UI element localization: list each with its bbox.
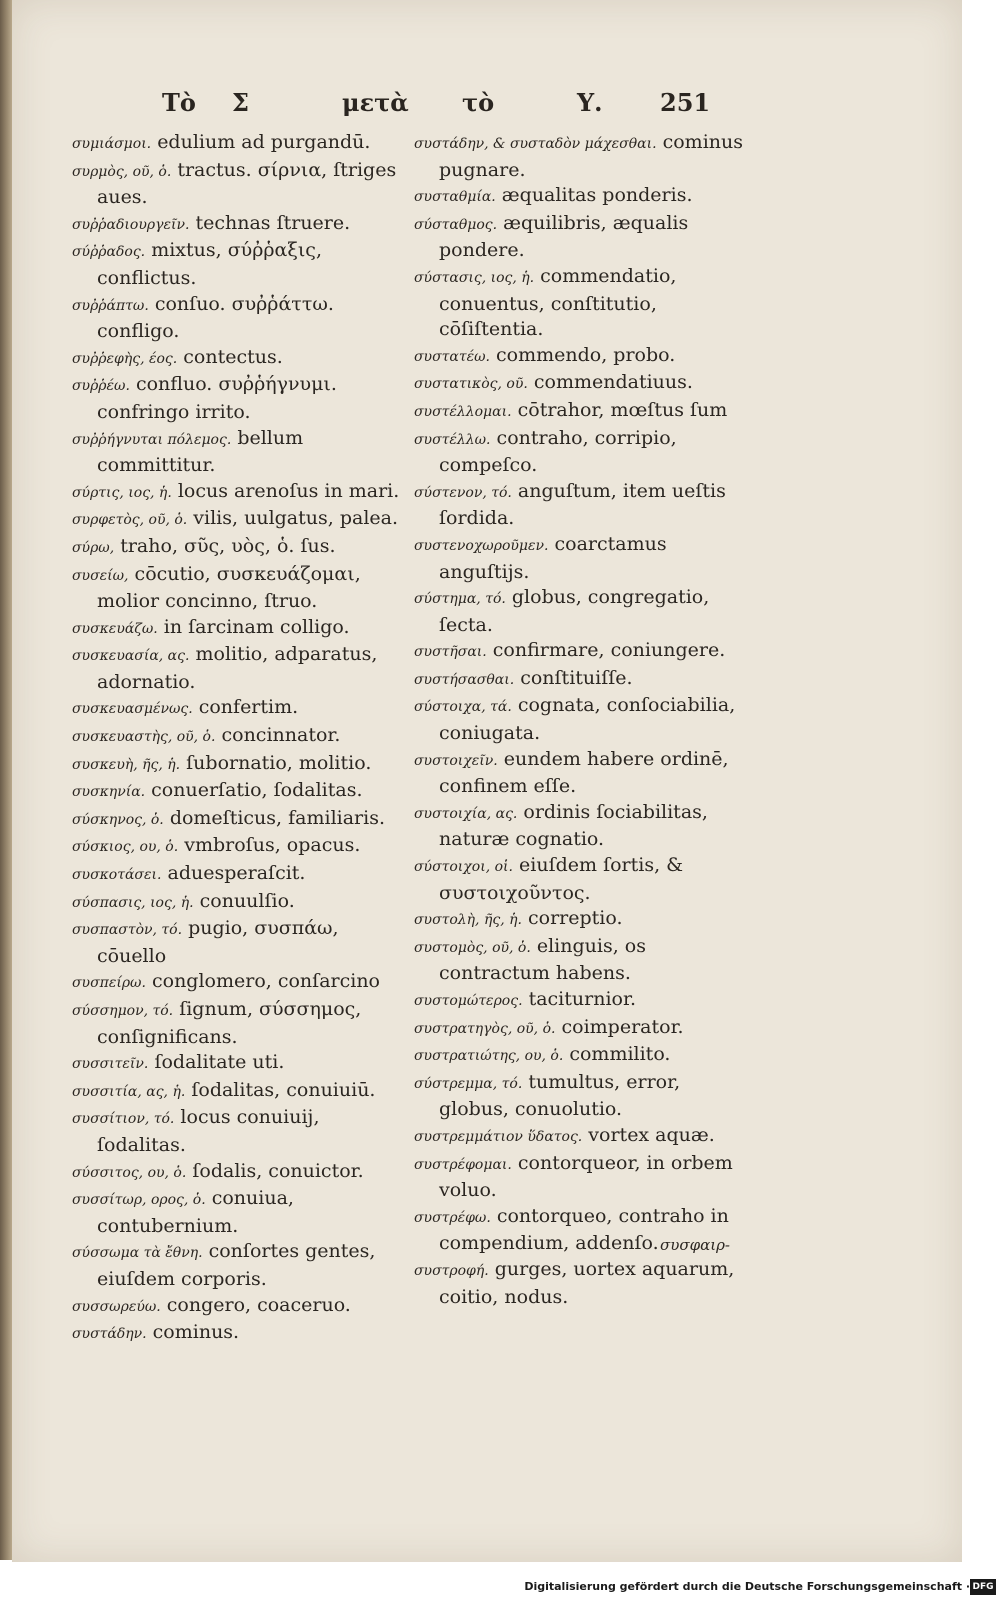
- dictionary-entry: [72, 292, 402, 345]
- latin-gloss: gurges, uortex aquarum, coitio, nodus.: [439, 1257, 735, 1308]
- dictionary-entry: [72, 345, 402, 373]
- latin-gloss: tractus. σίρνια, ſtriges aues.: [97, 158, 397, 209]
- dictionary-entry: [72, 751, 402, 779]
- dictionary-entry: [414, 1070, 749, 1123]
- greek-headword: συστολὴ, ῆς, ἡ.: [414, 912, 522, 929]
- greek-headword: συστενοχωροῦμεν.: [414, 537, 549, 554]
- dictionary-entry: [414, 1151, 749, 1204]
- latin-gloss: elinguis, os contractum habens.: [439, 934, 646, 985]
- greek-headword: σύσκηνος, ὁ.: [72, 811, 164, 828]
- latin-gloss: aduesperaſcit.: [167, 862, 306, 885]
- greek-headword: συσσίτιον, τό.: [72, 1111, 175, 1128]
- dictionary-entry: [72, 806, 402, 834]
- greek-headword: σύρτις, ιος, ἡ.: [72, 484, 172, 501]
- greek-headword: συστοιχεῖν.: [414, 752, 498, 769]
- greek-headword: συσκοτάσει.: [72, 867, 162, 884]
- dictionary-entry: [414, 666, 749, 694]
- dictionary-entry: [414, 934, 749, 987]
- dictionary-entry: [72, 695, 402, 723]
- latin-gloss: conuiua, contubernium.: [97, 1187, 294, 1237]
- greek-headword: σύῤῥαδος.: [72, 244, 146, 261]
- footer-bar: [0, 1578, 1000, 1599]
- greek-headword: συῤῥέω.: [72, 378, 130, 395]
- latin-gloss: commendo, probo.: [496, 343, 676, 366]
- greek-headword: συρφετὸς, οῦ, ὁ.: [72, 512, 188, 529]
- latin-gloss: concinnator.: [221, 724, 341, 747]
- latin-gloss: edulium ad purgandū.: [157, 131, 371, 153]
- dictionary-entry: [414, 800, 749, 853]
- latin-gloss: traho, σῦς, υὸς, ὁ. ſus.: [120, 534, 336, 557]
- greek-headword: συστατικὸς, οῦ.: [414, 376, 528, 393]
- latin-gloss: conſtituiſſe.: [520, 666, 633, 689]
- running-head-left-2: Σ: [232, 88, 249, 117]
- greek-headword: συστέλλομαι.: [414, 403, 512, 420]
- dictionary-entry: [414, 426, 749, 479]
- greek-headword: συσσωρεύω.: [72, 1298, 161, 1315]
- dictionary-entry: [414, 183, 749, 211]
- latin-gloss: commendatio, conuentus, conſtitutio, cōſiſtentia.: [439, 264, 677, 341]
- dictionary-entry: [72, 1186, 402, 1239]
- book-page: [12, 0, 963, 1562]
- dfg-logo-icon: DFG: [970, 1579, 996, 1595]
- latin-gloss: anguſtum, item ueſtis ſordida.: [439, 479, 726, 530]
- book-binding-edge: [0, 0, 12, 1560]
- greek-headword: σύσσημον, τό.: [72, 1003, 174, 1019]
- running-head-middle: μετὰ: [342, 88, 409, 117]
- dictionary-entry: [72, 1050, 402, 1078]
- greek-headword: συστρέφω.: [414, 1209, 491, 1226]
- greek-headword: συρμὸς, οῦ, ὁ.: [72, 163, 172, 180]
- greek-headword: συμιάσμοι.: [72, 136, 152, 152]
- greek-headword: συσσιτία, ας, ἡ.: [72, 1083, 186, 1100]
- catchword: συσφαιρ-: [660, 1236, 730, 1254]
- dictionary-entry: [414, 264, 749, 343]
- dictionary-entry: [414, 532, 749, 585]
- greek-headword: συστήσασθαι.: [414, 671, 515, 688]
- latin-gloss: contorqueor, in orbem voluo.: [439, 1151, 733, 1202]
- dictionary-entry: [72, 833, 402, 861]
- latin-gloss: vilis, uulgatus, palea.: [193, 507, 399, 530]
- dictionary-entry: [72, 1105, 402, 1158]
- latin-gloss: confirmare, coniungere.: [492, 639, 726, 662]
- latin-gloss: cominus.: [152, 1321, 240, 1344]
- latin-gloss: eundem habere ordinē, confinem eſſe.: [439, 747, 729, 798]
- dictionary-entry: [72, 1239, 402, 1292]
- latin-gloss: coarctamus anguſtijs.: [439, 532, 667, 583]
- dictionary-entry: [72, 479, 402, 507]
- greek-headword: συστέλλω.: [414, 431, 491, 448]
- greek-headword: συῤῥήγνυται πόλεμος.: [72, 431, 232, 448]
- dictionary-entry: [72, 534, 402, 562]
- greek-headword: σύστασις, ιος, ἡ.: [414, 269, 535, 286]
- latin-gloss: conſortes gentes, eiuſdem corporis.: [97, 1240, 376, 1290]
- dictionary-entry: [72, 426, 402, 479]
- latin-gloss: conuulſio.: [199, 889, 295, 912]
- latin-gloss: ordinis ſociabilitas, naturæ cognatio.: [439, 800, 708, 851]
- dictionary-entry: [414, 398, 749, 426]
- greek-headword: σύσσιτος, ου, ὁ.: [72, 1164, 187, 1181]
- running-head-right-2: Υ.: [577, 88, 603, 117]
- latin-gloss: contectus.: [183, 345, 283, 368]
- greek-headword: σύσσωμα τὰ ἔθνη.: [72, 1245, 203, 1262]
- dictionary-entry: [72, 158, 402, 211]
- dictionary-entry: [72, 969, 402, 997]
- dictionary-entry: [72, 238, 402, 291]
- greek-headword: συσπείρω.: [72, 975, 146, 992]
- greek-headword: συστομὸς, οῦ, ὁ.: [414, 939, 531, 956]
- dictionary-entry: [72, 861, 402, 889]
- greek-headword: συσκευαστὴς, οῦ, ὁ.: [72, 729, 216, 746]
- latin-gloss: ſignum, σύσσημος, conſignificans.: [97, 998, 362, 1048]
- latin-gloss: æquilibris, æqualis pondere.: [439, 211, 689, 262]
- dictionary-entry: [414, 585, 749, 638]
- greek-headword: συστατέω.: [414, 348, 490, 365]
- greek-headword: συσταθμία.: [414, 189, 496, 206]
- dictionary-entry: [72, 889, 402, 917]
- dictionary-entry: [414, 693, 749, 746]
- footer-credit: Digitalisierung gefördert durch die Deutsche Forschungsgemeinschaft ·: [524, 1580, 970, 1593]
- dictionary-entry: [414, 130, 749, 183]
- latin-gloss: locus conuiuij, ſodalitas.: [97, 1106, 320, 1156]
- greek-headword: σύστρεμμα, τό.: [414, 1075, 523, 1092]
- latin-gloss: molitio, adparatus, adornatio.: [97, 643, 378, 693]
- latin-gloss: mixtus, σύῤῥαξις, conflictus.: [97, 239, 322, 289]
- dictionary-entry: [72, 778, 402, 806]
- latin-gloss: pugio, συσπάω, cōuello: [97, 917, 339, 967]
- greek-headword: συστρεμμάτιον ὕδατος.: [414, 1128, 583, 1145]
- dictionary-entry: [72, 997, 402, 1050]
- latin-gloss: cominus pugnare.: [439, 131, 743, 181]
- latin-gloss: ſodalis, conuictor.: [192, 1159, 364, 1182]
- dictionary-entry: [72, 130, 402, 158]
- latin-gloss: conuerſatio, ſodalitas.: [151, 779, 363, 802]
- dictionary-entry: [414, 853, 749, 906]
- latin-gloss: locus arenoſus in mari.: [177, 479, 400, 502]
- dictionary-entry: [72, 1293, 402, 1321]
- latin-gloss: cōcutio, συσκευάζομαι, molior concinno, ſtruo.: [97, 562, 361, 613]
- latin-gloss: commendatiuus.: [533, 371, 693, 394]
- dictionary-entry: [414, 370, 749, 398]
- dictionary-entry: [414, 747, 749, 800]
- greek-headword: συῤῥάπτω.: [72, 297, 149, 314]
- latin-gloss: in ſarcinam colligo.: [163, 615, 350, 638]
- greek-headword: σύσκιος, ου, ὁ.: [72, 839, 179, 856]
- latin-gloss: confertim.: [198, 696, 299, 719]
- greek-headword: σύσπασις, ιος, ἡ.: [72, 894, 194, 911]
- dictionary-entry: [72, 372, 402, 425]
- greek-headword: σύσταθμος.: [414, 216, 498, 233]
- greek-headword: συστροφή.: [414, 1262, 489, 1279]
- greek-headword: συστρέφομαι.: [414, 1156, 512, 1173]
- dictionary-entry: [414, 343, 749, 371]
- greek-headword: συῤῥαδιουργεῖν.: [72, 216, 190, 233]
- greek-headword: σύρω,: [72, 539, 115, 556]
- latin-gloss: vortex aquæ.: [588, 1123, 715, 1146]
- latin-gloss: vmbroſus, opacus.: [184, 834, 361, 857]
- greek-headword: συσείω,: [72, 567, 129, 584]
- latin-gloss: conſuo. συῤῥάττω. confligo.: [97, 292, 334, 343]
- greek-headword: συσκηνία.: [72, 784, 146, 801]
- latin-gloss: contorqueo, contraho in compendium, addenſo.: [439, 1204, 729, 1255]
- dictionary-entry: [414, 211, 749, 264]
- dictionary-entry: [72, 723, 402, 751]
- latin-gloss: commilito.: [569, 1043, 671, 1066]
- greek-headword: σύστοιχα, τά.: [414, 699, 512, 716]
- latin-gloss: congero, coaceruo.: [166, 1293, 351, 1316]
- dictionary-entry: [414, 906, 749, 934]
- greek-headword: συστρατιώτης, ου, ὁ.: [414, 1048, 564, 1065]
- dictionary-entry: [72, 916, 402, 969]
- dictionary-entry: [72, 562, 402, 615]
- latin-gloss: eiuſdem ſortis, & συστοιχοῦντος.: [439, 854, 684, 904]
- latin-gloss: ſubornatio, molitio.: [186, 751, 372, 774]
- latin-gloss: cōtrahor, mœſtus ſum: [517, 398, 728, 421]
- dictionary-entry: [414, 1123, 749, 1151]
- latin-gloss: taciturnior.: [528, 988, 637, 1010]
- latin-gloss: ſodalitas, conuiuiū.: [191, 1078, 376, 1101]
- greek-headword: σύστενον, τό.: [414, 484, 512, 501]
- latin-gloss: cognata, conſociabilia, coniugata.: [439, 694, 736, 745]
- dictionary-entry: [72, 211, 402, 239]
- greek-headword: σύστημα, τό.: [414, 591, 506, 608]
- left-column: [72, 130, 402, 1348]
- latin-gloss: contraho, corripio, compeſco.: [439, 426, 677, 477]
- page-number: 251: [660, 88, 711, 117]
- greek-headword: συστοιχία, ας.: [414, 805, 518, 822]
- greek-headword: συσπαστὸν, τό.: [72, 922, 183, 939]
- greek-headword: συσκευάζω.: [72, 620, 158, 637]
- dictionary-entry: [72, 615, 402, 643]
- dictionary-entry: [414, 987, 749, 1015]
- greek-headword: σύστοιχοι, οἱ.: [414, 859, 513, 876]
- latin-gloss: globus, congregatio, ſecta.: [439, 586, 710, 636]
- greek-headword: συῤῥεφὴς, έος.: [72, 350, 178, 367]
- greek-headword: συστομώτερος.: [414, 993, 523, 1009]
- greek-headword: συσκευασμένως.: [72, 701, 193, 718]
- greek-headword: συστῆσαι.: [414, 644, 487, 661]
- latin-gloss: domeſticus, familiaris.: [169, 806, 386, 829]
- dictionary-entry: [414, 1015, 749, 1043]
- right-column: [414, 130, 749, 1310]
- dictionary-entry: [72, 642, 402, 695]
- greek-headword: συστάδην, & συσταδὸν μάχεσθαι.: [414, 136, 657, 152]
- latin-gloss: coimperator.: [561, 1015, 684, 1038]
- greek-headword: συσκευασία, ας.: [72, 648, 190, 665]
- dictionary-entry: [72, 1159, 402, 1187]
- dictionary-entry: [414, 1257, 749, 1310]
- dictionary-entry: [72, 1078, 402, 1106]
- running-head-left: Τὸ: [162, 88, 196, 117]
- dictionary-entry: [414, 479, 749, 532]
- latin-gloss: confluo. συῤῥήγνυμι. confringo irrito.: [97, 373, 337, 423]
- greek-headword: συστρατηγὸς, οῦ, ὁ.: [414, 1020, 556, 1037]
- running-head: [162, 88, 722, 128]
- latin-gloss: correptio.: [527, 907, 623, 930]
- greek-headword: συσκευὴ, ῆς, ἡ.: [72, 756, 181, 773]
- latin-gloss: tumultus, error, globus, conuolutio.: [439, 1070, 681, 1121]
- greek-headword: συστάδην.: [72, 1326, 147, 1343]
- latin-gloss: bellum committitur.: [97, 426, 304, 477]
- latin-gloss: technas ſtruere.: [195, 211, 351, 234]
- dictionary-entry: [414, 1042, 749, 1070]
- dictionary-entry: [72, 1320, 402, 1348]
- latin-gloss: æqualitas ponderis.: [501, 184, 693, 207]
- page-margin: [962, 0, 1000, 1562]
- dictionary-entry: [72, 506, 402, 534]
- latin-gloss: ſodalitate uti.: [154, 1051, 285, 1074]
- dictionary-entry: [414, 638, 749, 666]
- greek-headword: συσσίτωρ, ορος, ὁ.: [72, 1192, 206, 1209]
- greek-headword: συσσιτεῖν.: [72, 1056, 149, 1073]
- running-head-right: τὸ: [462, 88, 495, 117]
- latin-gloss: conglomero, conſarcino: [151, 970, 380, 993]
